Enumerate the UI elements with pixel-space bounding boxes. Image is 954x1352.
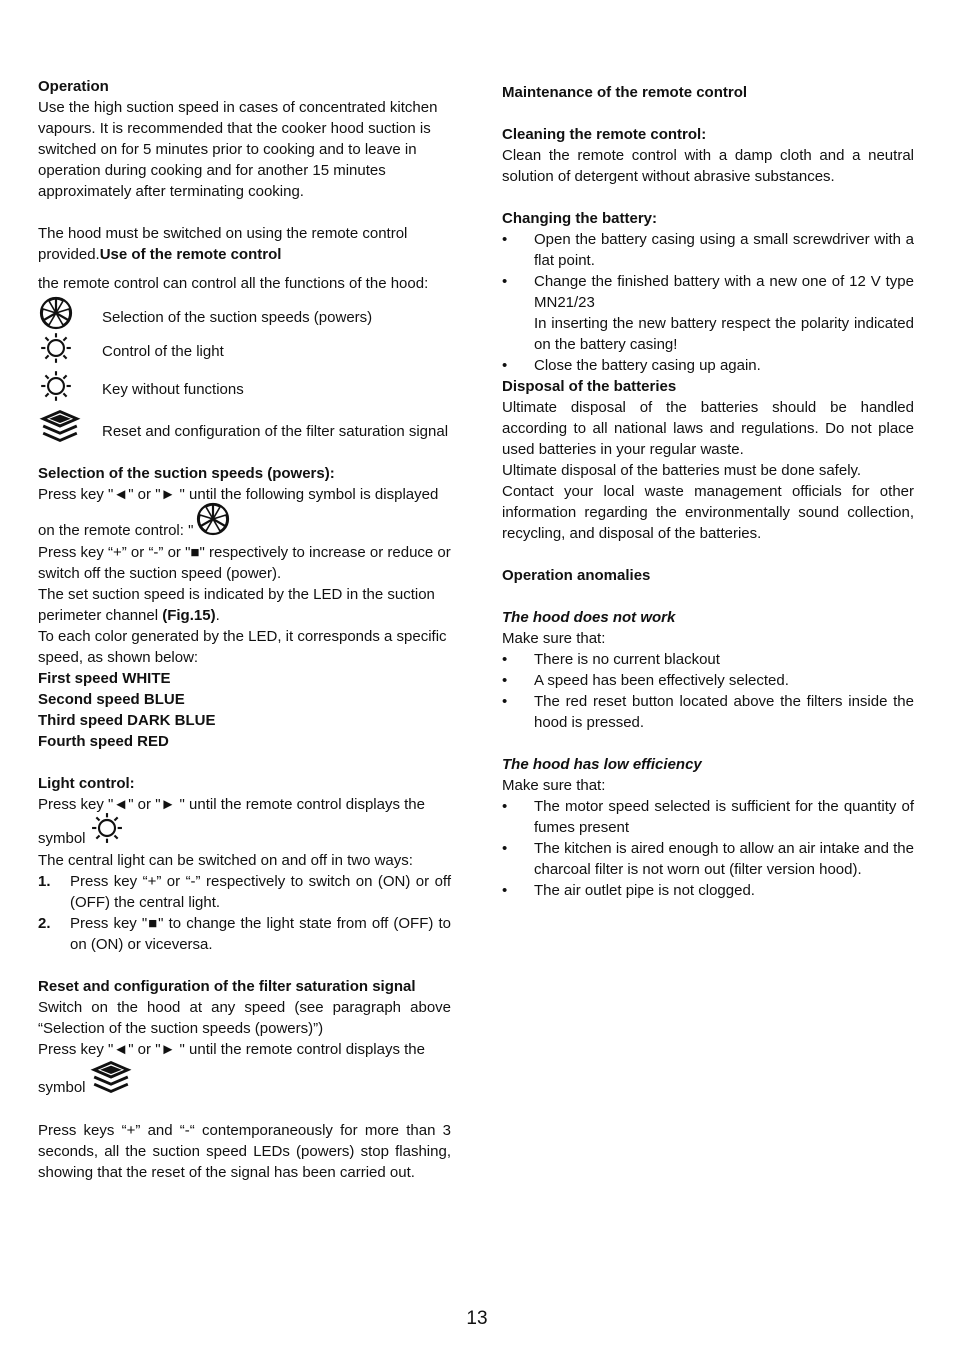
disposal-paragraph: Ultimate disposal of the batteries should be handled according to all national laws and regulations. Do not place used batteries in your regular waste. — [502, 399, 914, 458]
function-label: Reset and configuration of the filter saturation signal — [102, 423, 449, 440]
fan-icon — [38, 296, 74, 330]
battery-heading: Changing the battery: — [502, 210, 658, 227]
battery-step: • Open the battery casing using a small screwdriver with a flat point. — [502, 231, 914, 269]
speeds-symbol-line: on the remote control: " — [38, 505, 451, 542]
cleaning-heading: Cleaning the remote control: — [502, 126, 707, 143]
low-efficiency-intro: Make sure that: — [502, 777, 606, 794]
light-heading: Light control: — [38, 775, 135, 792]
maintenance-heading: Maintenance of the remote control — [502, 84, 748, 101]
battery-step: • Change the finished battery with a new one of 12 V type MN21/23 In inserting the new battery respect the polarity indicated on the battery casing! — [502, 273, 914, 353]
function-label: Control of the light — [102, 343, 224, 360]
operation-paragraph: Use the high suction speed in cases of concentrated kitchen vapours. It is recommended that the cooker hood suction is switched on for 5 minutes prior to cooking and to leave in operation during cooking and for another 15 minutes approximately after terminating cooking. — [38, 99, 438, 200]
cleaning-paragraph: Clean the remote control with a damp cloth and a neutral solution of detergent without abrasive substances. — [502, 147, 914, 185]
reset-heading: Reset and configuration of the filter saturation signal — [38, 978, 416, 995]
anomalies-heading: Operation anomalies — [502, 567, 651, 584]
speed-color-item: Second speed BLUE — [38, 691, 185, 708]
not-work-item: • The red reset button located above the filters inside the hood is pressed. — [502, 693, 914, 731]
not-work-intro: Make sure that: — [502, 630, 606, 647]
function-row-nofunction — [38, 364, 451, 402]
function-label: Key without functions — [102, 381, 244, 398]
battery-step: • Close the battery casing up again. — [502, 357, 761, 374]
low-efficiency-item: • The air outlet pipe is not clogged. — [502, 882, 755, 899]
speeds-colors-intro: To each color generated by the LED, it corresponds a specific speed, as shown below: — [38, 628, 447, 666]
speed-color-item: Fourth speed RED — [38, 733, 169, 750]
light-symbol-line: symbol — [38, 815, 451, 850]
speeds-keys: Press key “+” or “-” or "■" respectively to increase or reduce or switch off the suction speed (power). — [38, 544, 451, 582]
page-number: 13 — [466, 1308, 488, 1329]
speeds-instruction: Press key "◄" or "► " until the following symbol is displayed — [38, 486, 439, 503]
reset-instruction: Press key "◄" or "► " until the remote control displays the — [38, 1041, 425, 1058]
light-step: 2. Press key "■" to change the light state from off (OFF) to on (ON) or viceversa. — [38, 915, 451, 953]
function-row-light — [38, 330, 451, 364]
fan-icon — [195, 502, 231, 536]
speeds-led: The set suction speed is indicated by the LED in the suction perimeter channel (Fig.15). — [38, 586, 435, 624]
use-remote-heading: Use of the remote control — [99, 246, 282, 263]
disposal-heading: Disposal of the batteries — [502, 378, 677, 395]
remote-intro: the remote control can control all the functions of the hood: — [38, 275, 429, 292]
filter-layers-icon — [88, 1059, 134, 1095]
operation-heading: Operation — [38, 78, 109, 95]
low-efficiency-item: • The motor speed selected is sufficient for the quantity of fumes present — [502, 798, 914, 836]
function-row-speeds — [38, 294, 451, 330]
speeds-heading: Selection of the suction speeds (powers): — [38, 465, 335, 482]
reset-keys: Press keys “+” and “-“ contemporaneously for more than 3 seconds, all the suction speed LEDs (powers) stop flashing, showing that the reset of the signal has been carried out. — [38, 1122, 451, 1181]
light-icon — [38, 370, 74, 402]
light-step: 1. Press key “+” or “-” respectively to switch on (ON) or off (OFF) the central light. — [38, 873, 451, 911]
speed-color-item: First speed WHITE — [38, 670, 171, 687]
right-column — [502, 82, 914, 901]
not-work-item: • There is no current blackout — [502, 651, 720, 668]
reset-symbol-line: symbol — [38, 1060, 451, 1099]
light-instruction: Press key "◄" or "► " until the remote control displays the — [38, 796, 425, 813]
left-column — [38, 76, 451, 1183]
not-work-heading: The hood does not work — [502, 609, 676, 626]
light-ways: The central light can be switched on and off in two ways: — [38, 852, 413, 869]
battery-polarity-note: In inserting the new battery respect the polarity indicated on the battery casing! — [534, 315, 914, 353]
function-label: Selection of the suction speeds (powers) — [102, 309, 373, 326]
not-work-item: • A speed has been effectively selected. — [502, 672, 789, 689]
function-row-filter — [38, 402, 451, 444]
hood-switch-paragraph: The hood must be switched on using the remote control provided.Use of the remote control — [38, 225, 408, 263]
low-efficiency-item: • The kitchen is aired enough to allow an air intake and the charcoal filter is not worn out (filter version hood). — [502, 840, 914, 878]
disposal-contact: Contact your local waste management officials for other information regarding the environmentally sound collection, recycling, and disposal of the batteries. — [502, 483, 914, 542]
speed-color-item: Third speed DARK BLUE — [38, 712, 216, 729]
light-icon — [88, 812, 126, 844]
disposal-safety: Ultimate disposal of the batteries must be done safely. — [502, 462, 862, 479]
filter-layers-icon — [38, 408, 82, 444]
low-efficiency-heading: The hood has low efficiency — [502, 756, 702, 773]
light-icon — [38, 332, 74, 364]
reset-switch-on: Switch on the hood at any speed (see paragraph above “Selection of the suction speeds (powers)”) — [38, 999, 451, 1037]
